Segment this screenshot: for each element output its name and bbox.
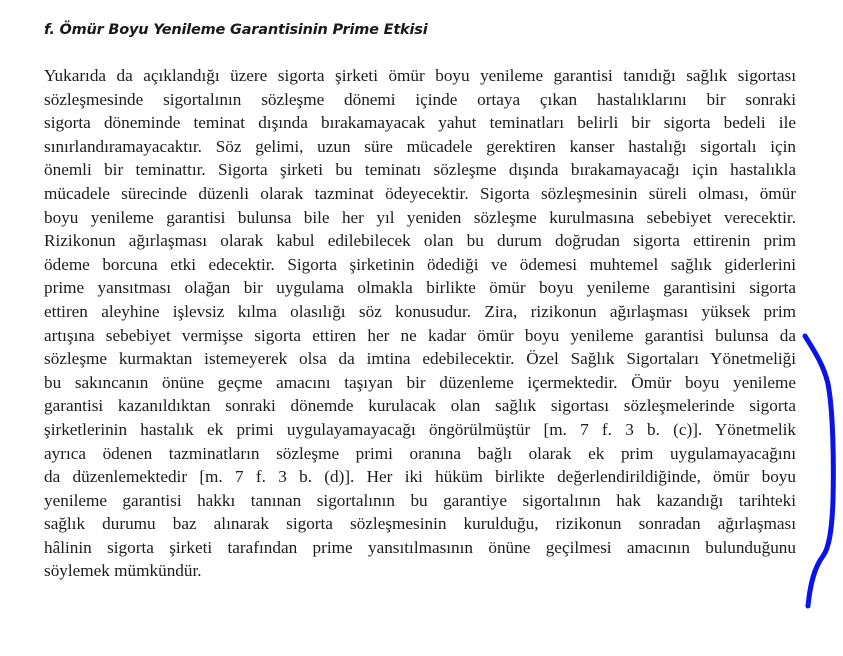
text-line: artışına sebebiyet vermişse sigorta ettiren her ne kadar ömür boyu yenileme garantisi bulunsa da xyxy=(44,325,796,345)
text-line: prime yansıtması olağan bir uygulama olmakla birlikte ömür boyu yenileme garantisini sigorta xyxy=(44,278,796,298)
text-line: sigorta döneminde teminat dışında bırakamayacak yahut teminatları belirli bir sigorta bedeli ile xyxy=(44,113,796,133)
text-line: önemli bir teminattır. Sigorta şirketi bu teminatı sözleşme dışında bırakamayacağı için hastalıkla xyxy=(44,160,796,180)
text-line: ödeme borcuna etki edecektir. Sigorta şirketinin ödediği ve ödemesi muhtemel sağlık giderlerini xyxy=(44,254,796,274)
text-line: bu sakıncanın önüne geçme amacını taşıyan bir düzenleme içermektedir. Ömür boyu yenileme xyxy=(44,372,796,392)
text-line: sözleşmesinde sigortalının sözleşme dönemi içinde ortaya çıkan hastalıklarını bir sonraki xyxy=(44,89,796,109)
text-line: sözleşme kurmaktan istemeyerek olsa da imtina edebilecektir. Özel Sağlık Sigortaları Yönetmeliği xyxy=(44,349,796,369)
text-line: ettiren aleyhine işlevsiz kılma olasılığı söz konusudur. Zira, rizikonun ağırlaşması yüksek prim xyxy=(44,301,796,321)
annotation-bracket-stroke xyxy=(805,336,833,606)
text-line: sınırlandıramayacaktır. Söz gelimi, uzun süre mücadele gerektiren kanser hastalığı sigortalı için xyxy=(44,136,796,156)
section-heading: f. Ömür Boyu Yenileme Garantisinin Prime Etkisi xyxy=(44,22,428,38)
text-line: Rizikonun ağırlaşması olarak kabul edilebilecek olan bu durum doğrudan sigorta ettirenin prim xyxy=(44,231,796,251)
text-line: mücadele sürecinde düzenli olarak tazminat ödeyecektir. Sigorta sözleşmesinin süreli olması, ömür xyxy=(44,183,796,203)
text-line: şirketlerinin hastalık ek primi uygulayamayacağı öngörülmüştür [m. 7 f. 3 b. (c)]. Yönetmelik xyxy=(44,419,796,439)
text-line: söylemek mümkündür. xyxy=(44,561,202,581)
text-line: sağlık durumu baz alınarak sigorta sözleşmesinin kurulduğu, rizikonun sonradan ağırlaşması xyxy=(44,514,796,534)
text-line: boyu yenileme garantisi bulunsa bile her yıl yeniden sözleşme kurulmasına sebebiyet verecektir. xyxy=(44,207,796,227)
body-paragraph xyxy=(44,64,796,583)
text-line: garantisi kazanıldıktan sonraki dönemde kurulacak olan sağlık sigortası sözleşmelerinde sigorta xyxy=(44,396,796,416)
text-line: yenileme garantisi hakkı tanınan sigortalının bu garantiye sigortalının hak kazandığı tarihteki xyxy=(44,490,796,510)
text-line: da düzenlemektedir [m. 7 f. 3 b. (d)]. Her iki hüküm birlikte değerlendirildiğinde, ömür boyu xyxy=(44,467,796,487)
text-line: hâlinin sigorta şirketi tarafından prime yansıtılmasının önüne geçilmesi amacının bulunduğunu xyxy=(44,537,796,557)
text-line: ayrıca ödenen tazminatların sözleşme primi oranına bağlı olarak ek prim uygulamayacağını xyxy=(44,443,796,463)
text-line: Yukarıda da açıklandığı üzere sigorta şirketi ömür boyu yenileme garantisi tanıdığı sağlık sigortası xyxy=(44,66,796,85)
